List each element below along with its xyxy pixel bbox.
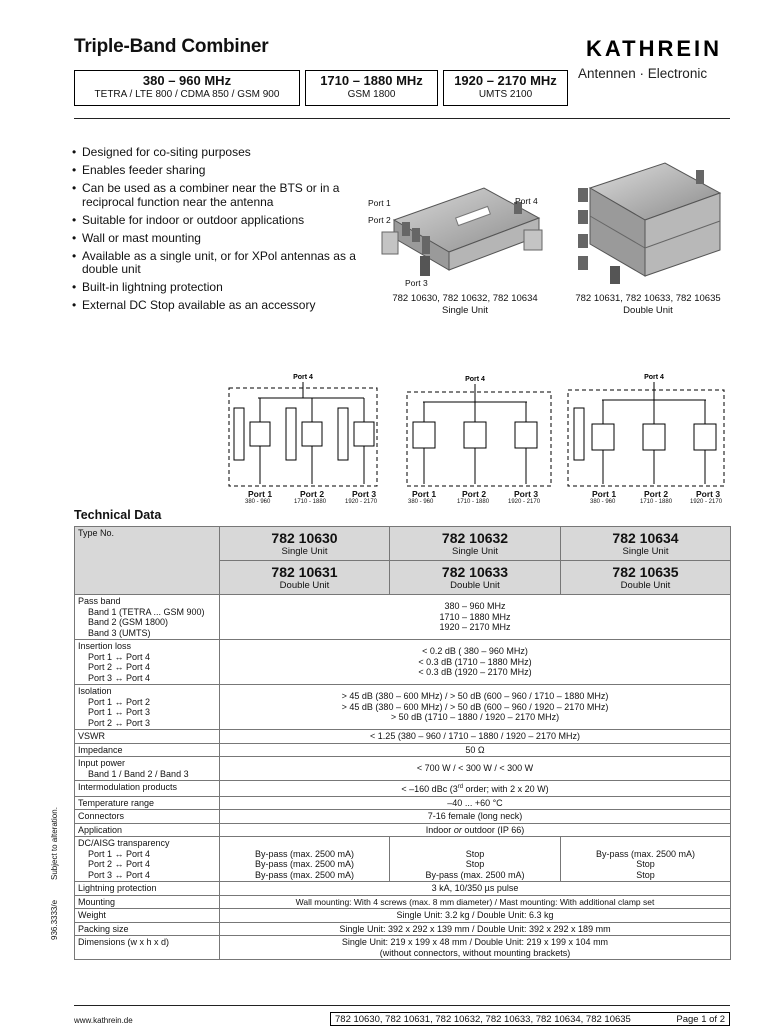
type-cell: 782 10631 Double Unit	[220, 561, 390, 595]
row-value: < 0.2 dB ( 380 – 960 MHz) < 0.3 dB (1710 – 1880 MHz) < 0.3 dB (1920 – 2170 MHz)	[220, 640, 731, 685]
port-label: Port 1	[368, 198, 391, 208]
document-number: 936.3333/e	[50, 899, 59, 940]
feature-item: • Built-in lightning protection	[72, 281, 362, 295]
row-value: Single Unit: 219 x 199 x 48 mm / Double Unit: 219 x 199 x 104 mm (without connectors, without mounting brackets)	[220, 936, 731, 960]
feature-item: • Wall or mast mounting	[72, 232, 362, 246]
band-range: 1920 – 2170 MHz	[454, 73, 557, 88]
port-label: Port 4	[515, 196, 538, 206]
svg-text:Port 4: Port 4	[465, 376, 485, 383]
feature-item: • External DC Stop available as an accessory	[72, 299, 362, 313]
page-title: Triple-Band Combiner	[74, 36, 269, 57]
row-value: < 700 W / < 300 W / < 300 W	[220, 757, 731, 781]
kathrein-logo	[578, 36, 730, 60]
type-cell: 782 10632 Single Unit	[390, 527, 561, 561]
feature-item: • Enables feeder sharing	[72, 164, 362, 178]
double-unit-caption: 782 10631, 782 10633, 782 10635 Double Unit	[575, 293, 721, 316]
type-cell: 782 10634 Single Unit	[561, 527, 731, 561]
technical-data-title: Technical Data	[74, 508, 162, 522]
row-value: 3 kA, 10/350 µs pulse	[220, 882, 731, 896]
band-systems: UMTS 2100	[478, 89, 533, 100]
row-label: Application	[75, 823, 220, 837]
row-label: Impedance	[75, 743, 220, 757]
row-value: Single Unit: 3.2 kg / Double Unit: 6.3 kg	[220, 909, 731, 923]
website-link[interactable]: www.kathrein.de	[74, 1016, 133, 1025]
diagram-port: Port 1	[592, 489, 617, 499]
band-box-3	[443, 70, 568, 106]
row-label: Intermodulation products	[75, 781, 220, 797]
diagram-port: Port 3	[352, 489, 377, 499]
single-unit-caption: 782 10630, 782 10632, 782 10634 Single Unit	[392, 293, 538, 316]
technical-data-table	[74, 526, 731, 960]
row-value: > 45 dB (380 – 600 MHz) / > 50 dB (600 – 960 / 1710 – 1880 MHz) > 45 dB (380 – 600 MHz) / > 50 dB (600 – 960 / 1920 – 2170 MHz) > 50 dB (1710 – 1880 / 1920 – 2170 MHz)	[220, 685, 731, 730]
diagram-port: Port 1	[248, 489, 273, 499]
svg-text:Port 4: Port 4	[644, 374, 664, 381]
row-label: Isolation Port 1 ↔ Port 2 Port 1 ↔ Port 3 Port 2 ↔ Port 3	[75, 685, 220, 730]
diagram-port: Port 2	[300, 489, 325, 499]
diagram-port: Port 2	[462, 489, 487, 499]
feature-item: • Suitable for indoor or outdoor applications	[72, 214, 362, 228]
page-number: Page 1 of 2	[676, 1014, 725, 1025]
port-label: Port 2	[368, 215, 391, 225]
row-label: Packing size	[75, 922, 220, 936]
diagram-port: Port 3	[696, 489, 721, 499]
row-value: Indoor or outdoor (IP 66)	[220, 823, 731, 837]
port-label: Port 3	[405, 278, 428, 288]
footer-types: 782 10630, 782 10631, 782 10632, 782 10633, 782 10634, 782 10635	[335, 1014, 631, 1025]
row-value: 7-16 female (long neck)	[220, 810, 731, 824]
dc-col-3: By-pass (max. 2500 mA) Stop Stop	[561, 837, 731, 882]
band-systems: TETRA / LTE 800 / CDMA 850 / GSM 900	[94, 89, 280, 100]
row-value: < –160 dBc (3rd order; with 2 x 20 W)	[220, 781, 731, 797]
diagram-range: 1920 - 2170	[690, 499, 723, 505]
row-label: Lightning protection	[75, 882, 220, 896]
band-range: 1710 – 1880 MHz	[320, 73, 423, 88]
diagram-range: 1710 - 1880	[294, 499, 327, 505]
dc-col-2: Stop Stop By-pass (max. 2500 mA)	[390, 837, 561, 882]
row-label: Connectors	[75, 810, 220, 824]
diagram-port: Port 1	[412, 489, 437, 499]
row-value: 380 – 960 MHz 1710 – 1880 MHz 1920 – 2170 MHz	[220, 595, 731, 640]
feature-item: • Designed for co-siting purposes	[72, 146, 362, 160]
header-rule	[74, 118, 730, 119]
band-box-2	[305, 70, 438, 106]
row-value: –40 ... +60 °C	[220, 796, 731, 810]
diagram-range: 380 - 960	[408, 499, 434, 505]
double-unit-photo	[570, 158, 730, 288]
logo-subtitle: Antennen · Electronic	[578, 66, 708, 81]
diagram-range: 1710 - 1880	[640, 499, 673, 505]
diagram-range: 380 - 960	[245, 499, 271, 505]
band-systems: GSM 1800	[347, 89, 396, 100]
feature-item: • Available as a single unit, or for XPol antennas as a double unit	[72, 250, 362, 277]
row-label: Dimensions (w x h x d)	[75, 936, 220, 960]
row-label: DC/AISG transparency Port 1 ↔ Port 4 Port 2 ↔ Port 4 Port 3 ↔ Port 4	[75, 837, 220, 882]
diagram-range: 1920 - 2170	[508, 499, 541, 505]
type-cell: 782 10633 Double Unit	[390, 561, 561, 595]
row-label: VSWR	[75, 730, 220, 744]
diagram-range: 380 - 960	[590, 499, 616, 505]
band-range: 380 – 960 MHz	[142, 73, 232, 88]
row-value: < 1.25 (380 – 960 / 1710 – 1880 / 1920 – 2170 MHz)	[220, 730, 731, 744]
footer-rule	[74, 1005, 730, 1006]
diagram-range: 1710 - 1880	[457, 499, 490, 505]
row-label: Temperature range	[75, 796, 220, 810]
row-value: 50 Ω	[220, 743, 731, 757]
diagram-port: Port 2	[644, 489, 669, 499]
svg-text:Port 4: Port 4	[293, 374, 313, 381]
row-label: Mounting	[75, 895, 220, 909]
type-cell: 782 10630 Single Unit	[220, 527, 390, 561]
row-value: Single Unit: 392 x 292 x 139 mm / Double Unit: 392 x 292 x 189 mm	[220, 922, 731, 936]
row-value: Wall mounting: With 4 screws (max. 8 mm diameter) / Mast mounting: With additional clamp set	[220, 895, 731, 909]
row-label: Input power Band 1 / Band 2 / Band 3	[75, 757, 220, 781]
dc-col-1: By-pass (max. 2500 mA) By-pass (max. 2500 mA) By-pass (max. 2500 mA)	[220, 837, 390, 882]
diagram-port: Port 3	[514, 489, 539, 499]
type-label: Type No.	[75, 527, 220, 595]
diagram-range: 1920 - 2170	[345, 499, 378, 505]
logo-text: KATHREIN	[585, 36, 723, 60]
row-label: Pass band Band 1 (TETRA ... GSM 900) Band 2 (GSM 1800) Band 3 (UMTS)	[75, 595, 220, 640]
type-cell: 782 10635 Double Unit	[561, 561, 731, 595]
alteration-notice: Subject to alteration.	[50, 807, 59, 880]
row-label: Insertion loss Port 1 ↔ Port 4 Port 2 ↔ Port 4 Port 3 ↔ Port 4	[75, 640, 220, 685]
feature-list	[72, 146, 362, 317]
band-box-1	[74, 70, 300, 106]
row-label: Weight	[75, 909, 220, 923]
feature-item: • Can be used as a combiner near the BTS or in a reciprocal function near the antenna	[72, 182, 362, 209]
